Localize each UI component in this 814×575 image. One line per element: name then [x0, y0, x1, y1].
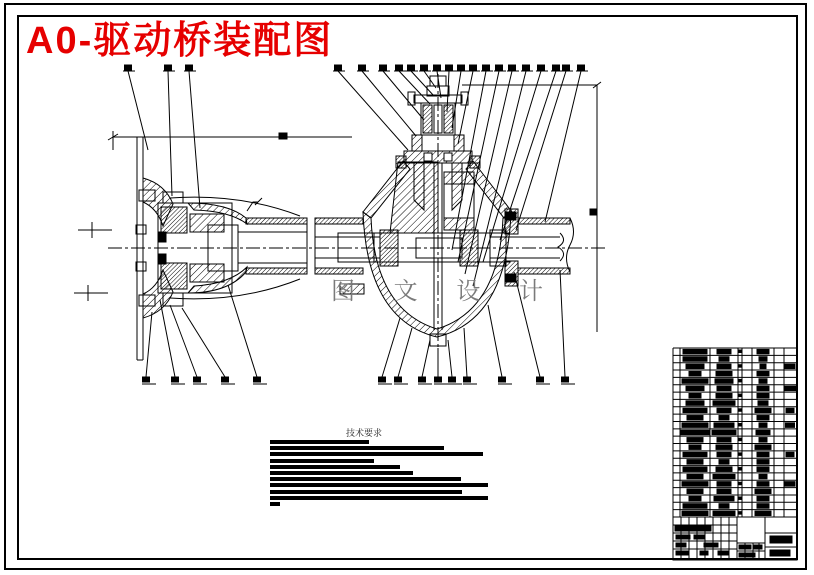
leader-line: [448, 340, 452, 377]
table-cell-redaction: [717, 364, 731, 369]
table-divider-dot: [739, 365, 742, 368]
table-cell-redaction: [785, 364, 795, 369]
callout-marker: [165, 65, 172, 70]
callout-marker: [194, 377, 201, 382]
callout-marker: [380, 65, 387, 70]
callout-marker: [396, 65, 403, 70]
title-block-redaction: [700, 551, 708, 555]
callout-marker: [335, 65, 342, 70]
watermark-text: 图 文 设 计: [331, 278, 560, 305]
leader-line: [488, 305, 502, 377]
table-cell-redaction: [719, 416, 729, 421]
callout-marker: [172, 377, 179, 382]
table-cell-redaction: [760, 364, 766, 369]
leader-line: [382, 318, 400, 377]
callout-marker: [499, 377, 506, 382]
table-cell-redaction: [759, 357, 767, 362]
table-cell-redaction: [757, 349, 769, 354]
table-cell-redaction: [682, 423, 708, 428]
table-cell-redaction: [757, 371, 769, 376]
table-cell-redaction: [717, 482, 731, 487]
table-cell-redaction: [757, 393, 769, 398]
table-cell-redaction: [719, 504, 729, 509]
callout-marker: [434, 65, 441, 70]
table-cell-redaction: [686, 386, 704, 391]
leader-line: [464, 328, 467, 377]
table-cell-redaction: [757, 504, 769, 509]
callout-marker: [222, 377, 229, 382]
table-cell-redaction: [683, 504, 707, 509]
table-cell-redaction: [757, 386, 769, 391]
callout-marker: [186, 65, 193, 70]
table-cell-redaction: [719, 460, 729, 465]
callout-marker: [254, 377, 261, 382]
table-divider-dot: [739, 423, 742, 426]
table-cell-redaction: [785, 386, 796, 391]
table-cell-redaction: [687, 489, 703, 494]
title-block-redaction: [694, 535, 704, 539]
leader-line: [545, 71, 581, 222]
table-cell-redaction: [758, 401, 768, 406]
table-cell-redaction: [715, 379, 733, 384]
drawing-title: A0-驱动桥装配图: [26, 20, 334, 62]
table-cell-redaction: [717, 349, 731, 354]
table-cell-redaction: [785, 482, 795, 487]
table-cell-redaction: [716, 445, 732, 450]
leader-line: [398, 328, 412, 377]
callout-marker: [538, 65, 545, 70]
table-divider-dot: [739, 350, 742, 353]
table-cell-redaction: [757, 467, 769, 472]
table-divider-dot: [739, 497, 742, 500]
callout-marker: [379, 377, 386, 382]
table-cell-redaction: [759, 474, 767, 479]
table-cell-redaction: [717, 438, 731, 443]
table-cell-redaction: [716, 393, 732, 398]
title-block-redaction: [704, 543, 718, 547]
tech-requirement-redacted-line: [270, 483, 488, 487]
callout-marker: [419, 377, 426, 382]
callout-marker: [553, 65, 560, 70]
table-cell-redaction: [717, 452, 731, 457]
leader-line: [228, 285, 257, 377]
table-cell-redaction: [716, 371, 732, 376]
callout-marker: [449, 377, 456, 382]
table-cell-redaction: [759, 423, 767, 428]
callout-marker: [563, 65, 570, 70]
table-cell-redaction: [687, 416, 703, 421]
title-block-redaction: [770, 550, 790, 556]
leader-line: [500, 71, 556, 240]
table-cell-redaction: [714, 496, 734, 501]
table-cell-redaction: [759, 438, 767, 443]
table-divider-dot: [739, 482, 742, 485]
title-block-redaction: [675, 526, 711, 531]
leader-line: [168, 71, 172, 196]
table-cell-redaction: [716, 467, 732, 472]
callout-marker: [562, 377, 569, 382]
callout-marker: [395, 377, 402, 382]
table-divider-dot: [739, 394, 742, 397]
table-cell-redaction: [717, 386, 731, 391]
table-cell-redaction: [719, 357, 729, 362]
table-cell-redaction: [683, 408, 707, 413]
table-divider-dot: [739, 409, 742, 412]
table-cell-redaction: [757, 496, 769, 501]
table-divider-dot: [739, 438, 742, 441]
callout-marker: [435, 377, 442, 382]
table-cell-redaction: [713, 474, 735, 479]
leader-line: [128, 71, 148, 150]
callout-marker: [125, 65, 132, 70]
callout-marker: [359, 65, 366, 70]
table-cell-redaction: [786, 452, 794, 457]
title-block-redaction: [739, 553, 755, 557]
table-cell-redaction: [689, 445, 701, 450]
tech-requirement-redacted-line: [270, 496, 488, 500]
title-block-redaction: [676, 551, 688, 555]
table-cell-redaction: [757, 452, 769, 457]
leader-line: [560, 270, 565, 377]
table-cell-redaction: [682, 482, 708, 487]
table-divider-dot: [739, 379, 742, 382]
callout-marker: [464, 377, 471, 382]
callout-marker: [523, 65, 530, 70]
leader-line: [458, 71, 473, 144]
table-cell-redaction: [686, 401, 704, 406]
tech-requirement-redacted-line: [270, 452, 483, 456]
table-divider-dot: [739, 468, 742, 471]
technical-requirements-title: 技术要求: [346, 428, 383, 438]
tech-requirement-redacted-line: [270, 490, 462, 494]
leader-line: [182, 308, 225, 377]
table-cell-redaction: [755, 408, 771, 413]
leader-line: [516, 71, 566, 230]
leader-line: [452, 71, 461, 128]
callout-marker: [408, 65, 415, 70]
table-cell-redaction: [755, 511, 771, 516]
callout-marker: [143, 377, 150, 382]
title-block-redaction: [676, 535, 690, 539]
title-block-redaction: [754, 545, 762, 549]
table-cell-redaction: [687, 438, 703, 443]
table-divider-dot: [739, 512, 742, 515]
table-cell-redaction: [713, 511, 735, 516]
table-cell-redaction: [689, 393, 701, 398]
table-cell-redaction: [683, 349, 707, 354]
table-cell-redaction: [757, 460, 769, 465]
callout-marker: [458, 65, 465, 70]
table-cell-redaction: [683, 467, 707, 472]
table-cell-redaction: [682, 379, 708, 384]
leader-line: [338, 71, 408, 150]
title-block-redaction: [770, 536, 792, 543]
callout-marker: [537, 377, 544, 382]
callout-marker: [483, 65, 490, 70]
table-cell-redaction: [759, 379, 767, 384]
table-cell-redaction: [683, 357, 707, 362]
leader-line: [189, 71, 200, 208]
table-cell-redaction: [686, 364, 704, 369]
table-cell-redaction: [689, 371, 701, 376]
machine-geometry: [74, 74, 608, 360]
table-cell-redaction: [717, 489, 731, 494]
leader-line: [146, 312, 152, 377]
technical-requirements-redacted-lines: [270, 440, 488, 508]
callout-marker: [578, 65, 585, 70]
tech-requirement-redacted-line: [270, 471, 413, 475]
table-cell-redaction: [757, 482, 769, 487]
leader-line: [170, 305, 197, 377]
table-cell-redaction: [687, 460, 703, 465]
left-axle-tube: [238, 218, 380, 274]
table-cell-redaction: [689, 496, 701, 501]
callout-marker: [421, 65, 428, 70]
tech-requirement-redacted-line: [270, 446, 444, 450]
table-cell-redaction: [717, 408, 731, 413]
tech-requirement-redacted-line: [270, 477, 461, 481]
table-cell-redaction: [682, 511, 708, 516]
title-block-redaction: [718, 551, 728, 555]
leader-line: [422, 340, 430, 377]
table-divider-dot: [739, 453, 742, 456]
table-cell-redaction: [714, 423, 734, 428]
surface-finish-symbol: [247, 198, 262, 211]
differential-housing: [340, 161, 512, 346]
table-cell-redaction: [755, 489, 771, 494]
title-block-redaction: [739, 545, 751, 549]
table-cell-redaction: [786, 408, 794, 413]
tech-requirement-redacted-line: [270, 465, 400, 469]
title-block-redaction: [676, 543, 686, 547]
callout-marker: [446, 65, 453, 70]
table-cell-redaction: [757, 416, 769, 421]
table-cell-redaction: [756, 430, 770, 435]
table-cell-redaction: [786, 423, 795, 428]
table-cell-redaction: [713, 401, 735, 406]
table-cell-redaction: [681, 430, 709, 435]
table-cell-redaction: [712, 430, 736, 435]
table-cell-redaction: [687, 474, 703, 479]
callout-marker: [496, 65, 503, 70]
tech-requirement-redacted-line: [270, 440, 369, 444]
table-cell-redaction: [683, 452, 707, 457]
callout-marker: [509, 65, 516, 70]
tech-requirement-redacted-line: [270, 459, 374, 463]
tech-requirement-redacted-line: [270, 502, 280, 506]
callout-marker: [470, 65, 477, 70]
table-cell-redaction: [755, 445, 771, 450]
